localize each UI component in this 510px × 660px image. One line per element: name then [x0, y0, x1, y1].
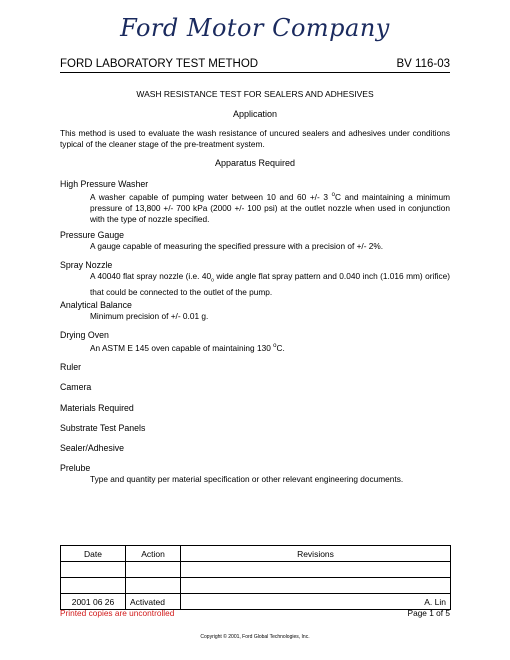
action-header: Action: [126, 546, 181, 562]
ford-logo: Ford Motor Company: [120, 14, 390, 42]
row-date: 2001 06 26: [61, 594, 126, 610]
washer-name: High Pressure Washer: [60, 179, 149, 189]
nozzle-name: Spray Nozzle: [60, 260, 113, 270]
oven-desc: [90, 341, 450, 354]
row-action: [126, 562, 181, 578]
nozzle-desc: [90, 271, 450, 298]
application-heading: Application: [232, 109, 278, 119]
prelube-name: Prelube: [60, 463, 91, 473]
row-revision: [181, 578, 451, 594]
washer-desc-part-1: A washer capable of pumping water between 10 and 60 +/- 3: [90, 191, 332, 202]
row-date: [61, 562, 126, 578]
gauge-name: Pressure Gauge: [60, 230, 125, 240]
nozzle-desc-part-1: A 40040 flat spray nozzle (i.e. 40: [90, 271, 212, 281]
substrate-item: Substrate Test Panels: [60, 423, 146, 433]
table-row: [61, 562, 451, 578]
revisions-table: [60, 545, 451, 610]
apparatus-heading: Apparatus Required: [214, 158, 296, 168]
revisions-header-row: [61, 546, 451, 562]
sealer-item: Sealer/Adhesive: [60, 443, 125, 453]
row-revision: A. Lin: [181, 594, 451, 610]
row-revision: [181, 562, 451, 578]
test-title: WASH RESISTANCE TEST FOR SEALERS AND ADHESIVES: [136, 89, 374, 99]
materials-heading: Materials Required: [60, 403, 134, 413]
date-header: Date: [61, 546, 126, 562]
method-title: FORD LABORATORY TEST METHOD: [60, 58, 259, 70]
nozzle-desc-part-2: wide angle flat spray pattern and 0.040 inch (1.016 mm) orifice) that could be connected to the outlet of the pump.: [90, 271, 450, 297]
page-number: Page 1 of 5: [407, 608, 450, 618]
row-action: Activated: [126, 594, 181, 610]
document-header: [60, 58, 450, 73]
row-action: [126, 578, 181, 594]
washer-desc: [90, 190, 450, 225]
application-text: This method is used to evaluate the wash resistance of uncured sealers and adhesives under conditions typical of the cleaner stage of the pre-treatment system.: [60, 128, 450, 149]
ruler-item: Ruler: [60, 362, 82, 372]
method-number: BV 116-03: [396, 58, 450, 70]
degree-mark: o: [273, 343, 277, 349]
oven-desc-part-1: An ASTM E 145 oven capable of maintaining 130: [90, 342, 274, 353]
table-row: [61, 578, 451, 594]
balance-desc: Minimum precision of +/- 0.01 g.: [90, 311, 209, 321]
washer-desc-part-2: C and maintaining a minimum pressure of 13,800 +/- 700 kPa (2000 +/- 100 psi) at the outlet nozzle when used in conjunction with the type of nozzle specified.: [90, 191, 450, 224]
camera-item: Camera: [60, 382, 92, 392]
oven-desc-part-2: C.: [276, 342, 285, 353]
oven-name: Drying Oven: [60, 330, 109, 340]
copyright: Copyright © 2001, Ford Global Technologies, Inc.: [200, 634, 310, 640]
gauge-desc: A gauge capable of measuring the specified pressure with a precision of +/- 2%.: [90, 241, 384, 251]
uncontrolled-copy-note: Printed copies are uncontrolled: [60, 608, 175, 618]
row-date: [61, 578, 126, 594]
balance-name: Analytical Balance: [60, 300, 132, 310]
degree-mark: o: [211, 277, 214, 284]
revisions-header: Revisions: [181, 546, 451, 562]
degree-mark: o: [331, 192, 335, 198]
prelube-desc: Type and quantity per material specification or other relevant engineering documents.: [90, 474, 404, 484]
